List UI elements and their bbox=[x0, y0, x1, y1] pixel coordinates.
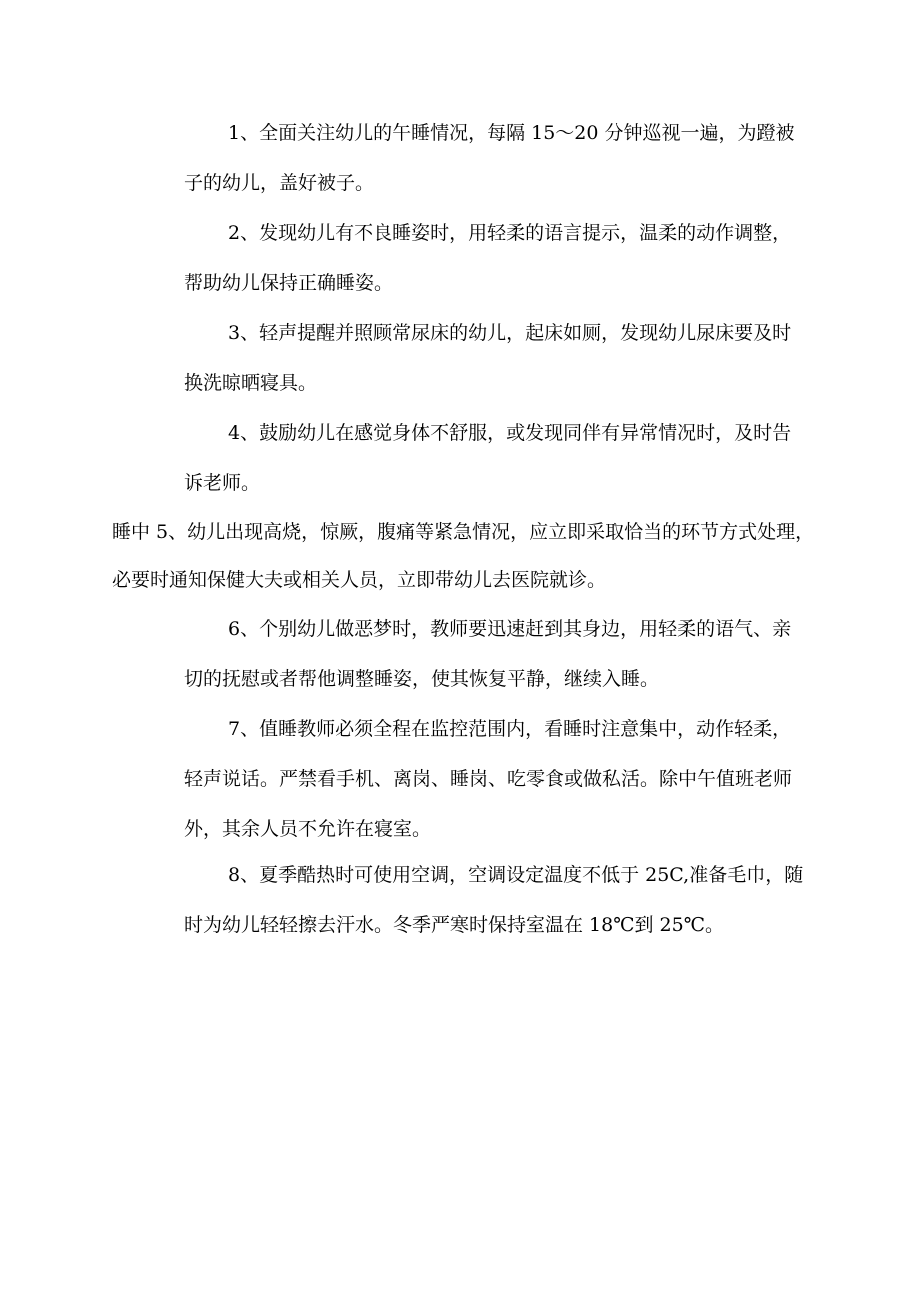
paragraph-4-line-1: 4、鼓励幼儿在感觉身体不舒服，或发现同伴有异常情况时，及时告 bbox=[228, 422, 792, 444]
paragraph-1-line-1: 1、全面关注幼儿的午睡情况，每隔 15～20 分钟巡视一遍，为蹬被 bbox=[228, 122, 795, 144]
paragraph-2-line-1: 2、发现幼儿有不良睡姿时，用轻柔的语言提示，温柔的动作调整， bbox=[228, 222, 792, 244]
paragraph-7-line-3: 外，其余人员不允许在寝室。 bbox=[184, 818, 432, 840]
paragraph-8-line-2: 时为幼儿轻轻擦去汗水。冬季严寒时保持室温在 18℃到 25℃。 bbox=[184, 914, 724, 936]
paragraph-2 bbox=[184, 208, 791, 308]
paragraph-2-line-2: 帮助幼儿保持正确睡姿。 bbox=[184, 272, 394, 294]
paragraph-6 bbox=[184, 604, 791, 704]
paragraph-1-line-2: 子的幼儿，盖好被子。 bbox=[184, 172, 375, 194]
paragraph-7-line-2: 轻声说话。严禁看手机、离岗、睡岗、吃零食或做私活。除中午值班老师 bbox=[184, 768, 793, 790]
paragraph-5-line-2: 必要时通知保健大夫或相关人员，立即带幼儿去医院就诊。 bbox=[112, 569, 607, 591]
paragraph-4-line-2: 诉老师。 bbox=[184, 472, 261, 494]
paragraph-5-line-1: 睡中 5、幼儿出现高烧，惊厥，腹痛等紧急情况，应立即采取恰当的环节方式处理， bbox=[112, 521, 815, 543]
paragraph-1 bbox=[184, 108, 795, 208]
paragraph-8-line-1: 8、夏季酷热时可使用空调，空调设定温度不低于 25C,准备毛巾，随 bbox=[228, 864, 804, 886]
paragraph-7-line-1: 7、值睡教师必须全程在监控范围内，看睡时注意集中，动作轻柔， bbox=[228, 718, 792, 740]
paragraph-6-line-2: 切的抚慰或者帮他调整睡姿，使其恢复平静，继续入睡。 bbox=[184, 668, 660, 690]
paragraph-3-line-2: 换洗晾晒寝具。 bbox=[184, 372, 318, 394]
paragraph-7 bbox=[184, 704, 792, 854]
paragraph-6-line-1: 6、个别幼儿做恶梦时，教师要迅速赶到其身边，用轻柔的语气、亲 bbox=[228, 618, 792, 640]
paragraph-5 bbox=[112, 508, 814, 604]
paragraph-3-line-1: 3、轻声提醒并照顾常尿床的幼儿，起床如厕，发现幼儿尿床要及时 bbox=[228, 322, 792, 344]
paragraph-3 bbox=[184, 308, 791, 408]
paragraph-4 bbox=[184, 408, 791, 508]
paragraph-8 bbox=[184, 850, 803, 950]
